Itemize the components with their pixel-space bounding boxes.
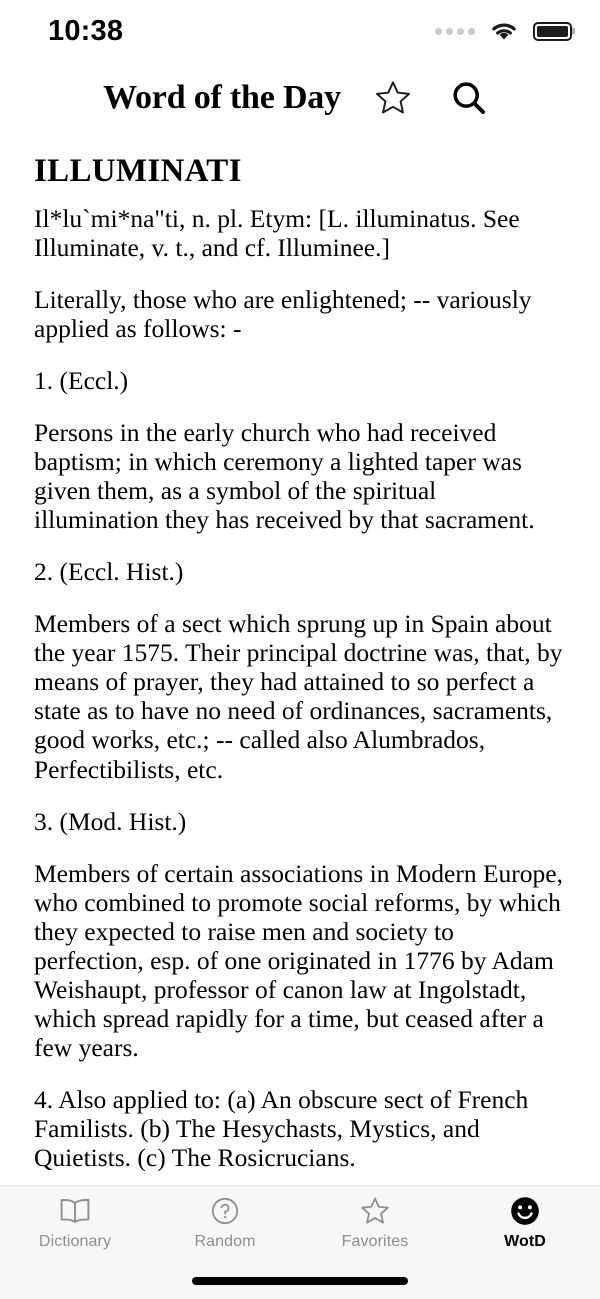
status-bar [0,0,600,62]
book-open-icon [58,1194,92,1228]
favorite-button[interactable] [365,70,421,126]
tab-wotd[interactable] [450,1194,600,1262]
cellular-dots-icon [435,28,475,35]
navigation-bar [0,62,600,134]
entry-headword: ILLUMINATI [34,153,242,189]
tab-random[interactable] [150,1194,300,1262]
entry-paragraph: Members of certain associations in Modern Europe, who combined to promote social reforms, by which they expected to raise men and society to perfection, esp. of one originated in 1776 by Adam Weishaupt, professor of canon law at Ingolstadt, which spread rapidly for a time, but ceased after a few years. [34,858,563,1063]
wifi-icon [489,20,519,42]
sense-number: 3. (Mod. Hist.) [34,806,187,836]
search-button[interactable] [441,70,497,126]
home-indicator [192,1277,408,1285]
tab-label: WotD [504,1233,546,1250]
tab-label: Favorites [341,1233,409,1250]
entry-paragraph: Il*lu`mi*na"ti, n. pl. Etym: [L. illuminatus. See Illuminate, v. t., and cf. Illuminee.] [34,203,520,262]
sense-number: 1. (Eccl.) [34,365,129,395]
tab-bar [0,1185,600,1299]
sense-number: 2. (Eccl. Hist.) [34,557,184,587]
page-title: Word of the Day [103,79,341,116]
search-icon [449,78,489,118]
definition-scroll-area[interactable] [0,134,600,1185]
tab-dictionary[interactable] [0,1194,150,1262]
tab-favorites[interactable] [300,1194,450,1262]
battery-full-icon [533,22,572,41]
entry-paragraph: 4. Also applied to: (a) An obscure sect of French Familists. (b) The Hesychasts, Mystics, and Quietists. (c) The Rosicrucians. [34,1085,529,1173]
question-circle-icon [209,1194,241,1228]
entry-paragraph: Members of a sect which sprung up in Spain about the year 1575. Their principal doctrine was, that, by means of prayer, they had attained to so perfect a state as to have no need of ordinances, sacraments, good works, etc.; -- called also Alumbrados, Perfectibilists, etc. [34,609,563,784]
status-bar-time: 10:38 [48,14,124,47]
star-outline-icon [358,1194,392,1228]
tab-label: Dictionary [38,1233,112,1250]
star-outline-icon [373,78,413,118]
entry-paragraph: Persons in the early church who had received baptism; in which ceremony a lighted taper was given them, as a symbol of the spiritual illumination they has received by that sacrament. [34,417,535,535]
smiley-face-icon [508,1194,542,1228]
tab-label: Random [194,1233,256,1250]
entry-paragraph: Literally, those who are enlightened; -- variously applied as follows: - [34,284,532,343]
status-bar-indicators [435,20,572,42]
